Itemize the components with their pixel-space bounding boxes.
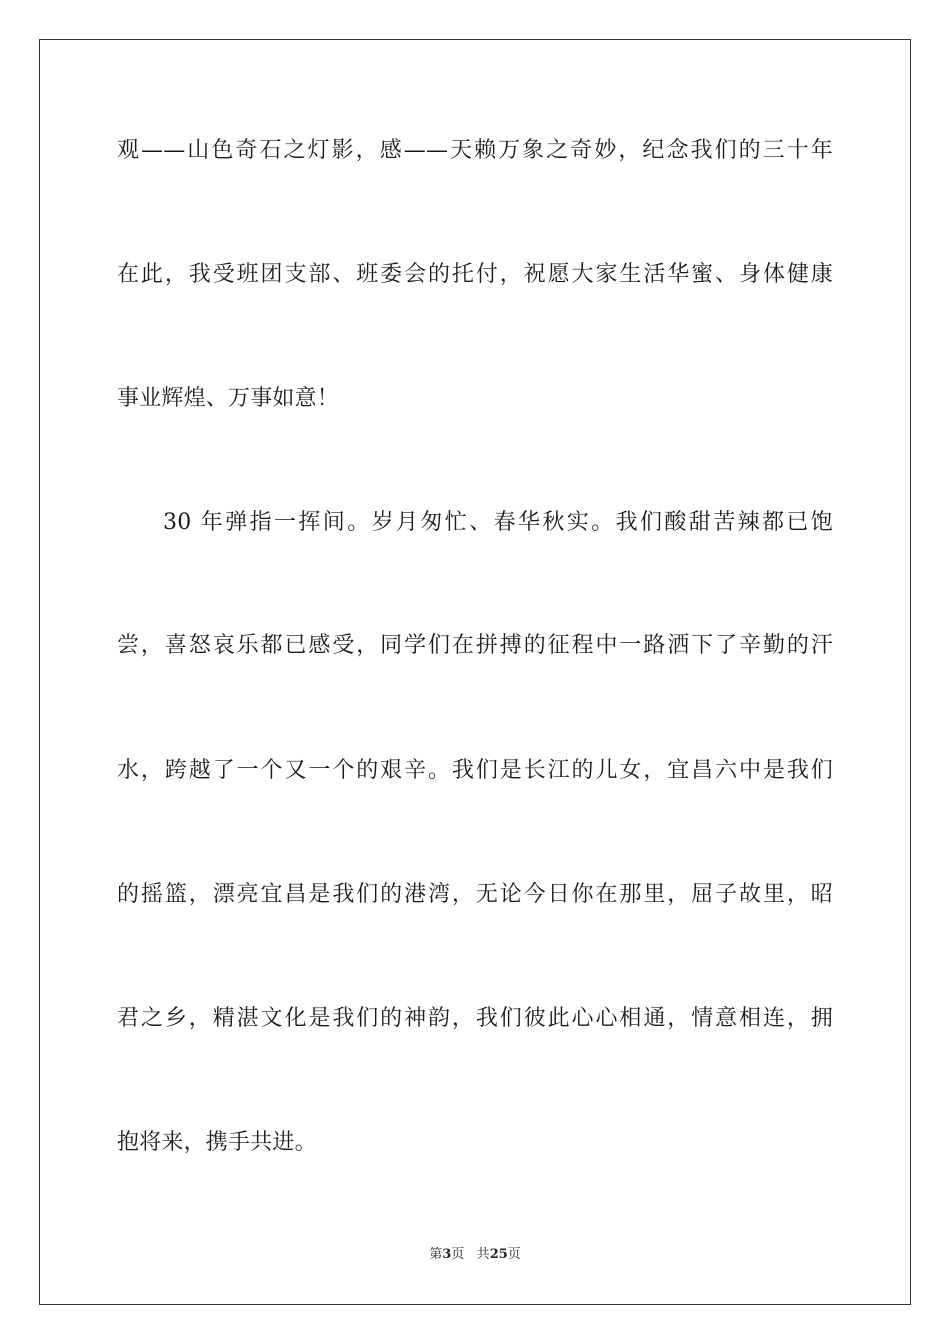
body-text-line-2: 在此，我受班团支部、班委会的托付，祝愿大家生活华蜜、身体健康 bbox=[117, 262, 833, 287]
page-border bbox=[39, 39, 911, 1305]
page-footer bbox=[0, 1246, 950, 1264]
body-text-line-5: 尝，喜怒哀乐都已感受，同学们在拼搏的征程中一路洒下了辛勤的汗 bbox=[117, 633, 833, 658]
body-text-line-6: 水，跨越了一个又一个的艰辛。我们是长江的儿女，宜昌六中是我们 bbox=[117, 758, 833, 783]
body-text-line-9: 抱将来，携手共进。 bbox=[117, 1130, 317, 1155]
total-prefix: 共 bbox=[476, 1247, 490, 1262]
body-text-line-8: 君之乡，精湛文化是我们的神韵，我们彼此心心相通，情意相连，拥 bbox=[117, 1006, 833, 1031]
total-page-count: 25 bbox=[489, 1247, 508, 1262]
total-suffix: 页 bbox=[507, 1247, 521, 1262]
page-prefix: 第 bbox=[429, 1247, 443, 1262]
current-page-number: 3 bbox=[442, 1247, 452, 1262]
body-text-line-7: 的摇篮，漂亮宜昌是我们的港湾，无论今日你在那里，屈子故里，昭 bbox=[117, 882, 833, 907]
body-text-line-3: 事业辉煌、万事如意！ bbox=[117, 386, 340, 411]
body-text-line-1: 观——山色奇石之灯影，感——天赖万象之奇妙，纪念我们的三十年 bbox=[117, 138, 833, 163]
paragraph-start-line: 30 年弹指一挥间。岁月匆忙、春华秋实。我们酸甜苦辣都已饱 bbox=[163, 510, 833, 535]
page-suffix: 页 bbox=[451, 1247, 465, 1262]
